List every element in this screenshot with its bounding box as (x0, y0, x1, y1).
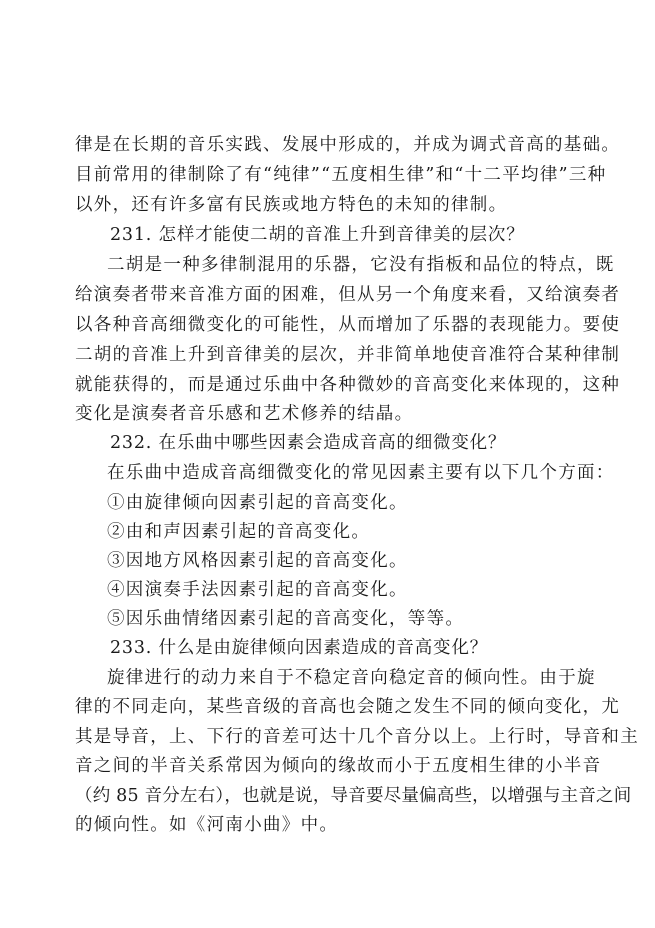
paragraph-first-line: 旋律进行的动力来自于不稳定音向稳定音的倾向性。由于旋 (107, 668, 596, 688)
text-line: 就能获得的，而是通过乐曲中各种微妙的音高变化来体现的，这种 (75, 375, 621, 395)
text-line: （约 85 音分左右），也就是说，导音要尽量偏高些，以增强与主音之间 (75, 786, 632, 806)
text-line: 律的不同走向，某些音级的音高也会随之发生不同的倾向变化，尤 (75, 697, 621, 717)
text-line: 以外，还有许多富有民族或地方特色的未知的律制。 (75, 195, 508, 215)
list-item: ③因地方风格因素引起的音高变化。 (107, 551, 408, 571)
list-item: ①由旋律倾向因素引起的音高变化。 (107, 493, 408, 513)
paragraph-first-line: 在乐曲中造成音高细微变化的常见因素主要有以下几个方面： (107, 463, 615, 483)
text-line: 给演奏者带来音准方面的困难，但从另一个角度来看，又给演奏者 (75, 285, 621, 305)
list-item: ②由和声因素引起的音高变化。 (107, 522, 371, 542)
text-line: 二胡的音准上升到音律美的层次，并非简单地使音准符合某种律制 (75, 345, 621, 365)
text-line: 的倾向性。如《河南小曲》中。 (75, 815, 339, 835)
list-item: ⑤因乐曲情绪因素引起的音高变化，等等。 (107, 609, 465, 629)
text-line: 音之间的半音关系常因为倾向的缘故而小于五度相生律的小半音 (75, 756, 602, 776)
text-line: 变化是演奏者音乐感和艺术修养的结晶。 (75, 404, 414, 424)
question-heading-232: 232. 在乐曲中哪些因素会造成音高的细微变化？ (110, 433, 507, 453)
text-line: 以各种音高细微变化的可能性，从而增加了乐器的表现能力。要使 (75, 315, 621, 335)
text-line: 其是导音，上、下行的音差可达十几个音分以上。上行时，导音和主 (75, 727, 639, 747)
question-heading-231: 231. 怎样才能使二胡的音准上升到音律美的层次？ (110, 225, 525, 245)
paragraph-first-line: 二胡是一种多律制混用的乐器，它没有指板和品位的特点，既 (107, 255, 615, 275)
list-item: ④因演奏手法因素引起的音高变化。 (107, 580, 408, 600)
question-heading-233: 233. 什么是由旋律倾向因素造成的音高变化？ (110, 638, 488, 658)
text-line: 律是在长期的音乐实践、发展中形成的，并成为调式音高的基础。 (75, 135, 621, 155)
text-line: 目前常用的律制除了有“纯律”“五度相生律”和“十二平均律”三种 (75, 165, 607, 185)
